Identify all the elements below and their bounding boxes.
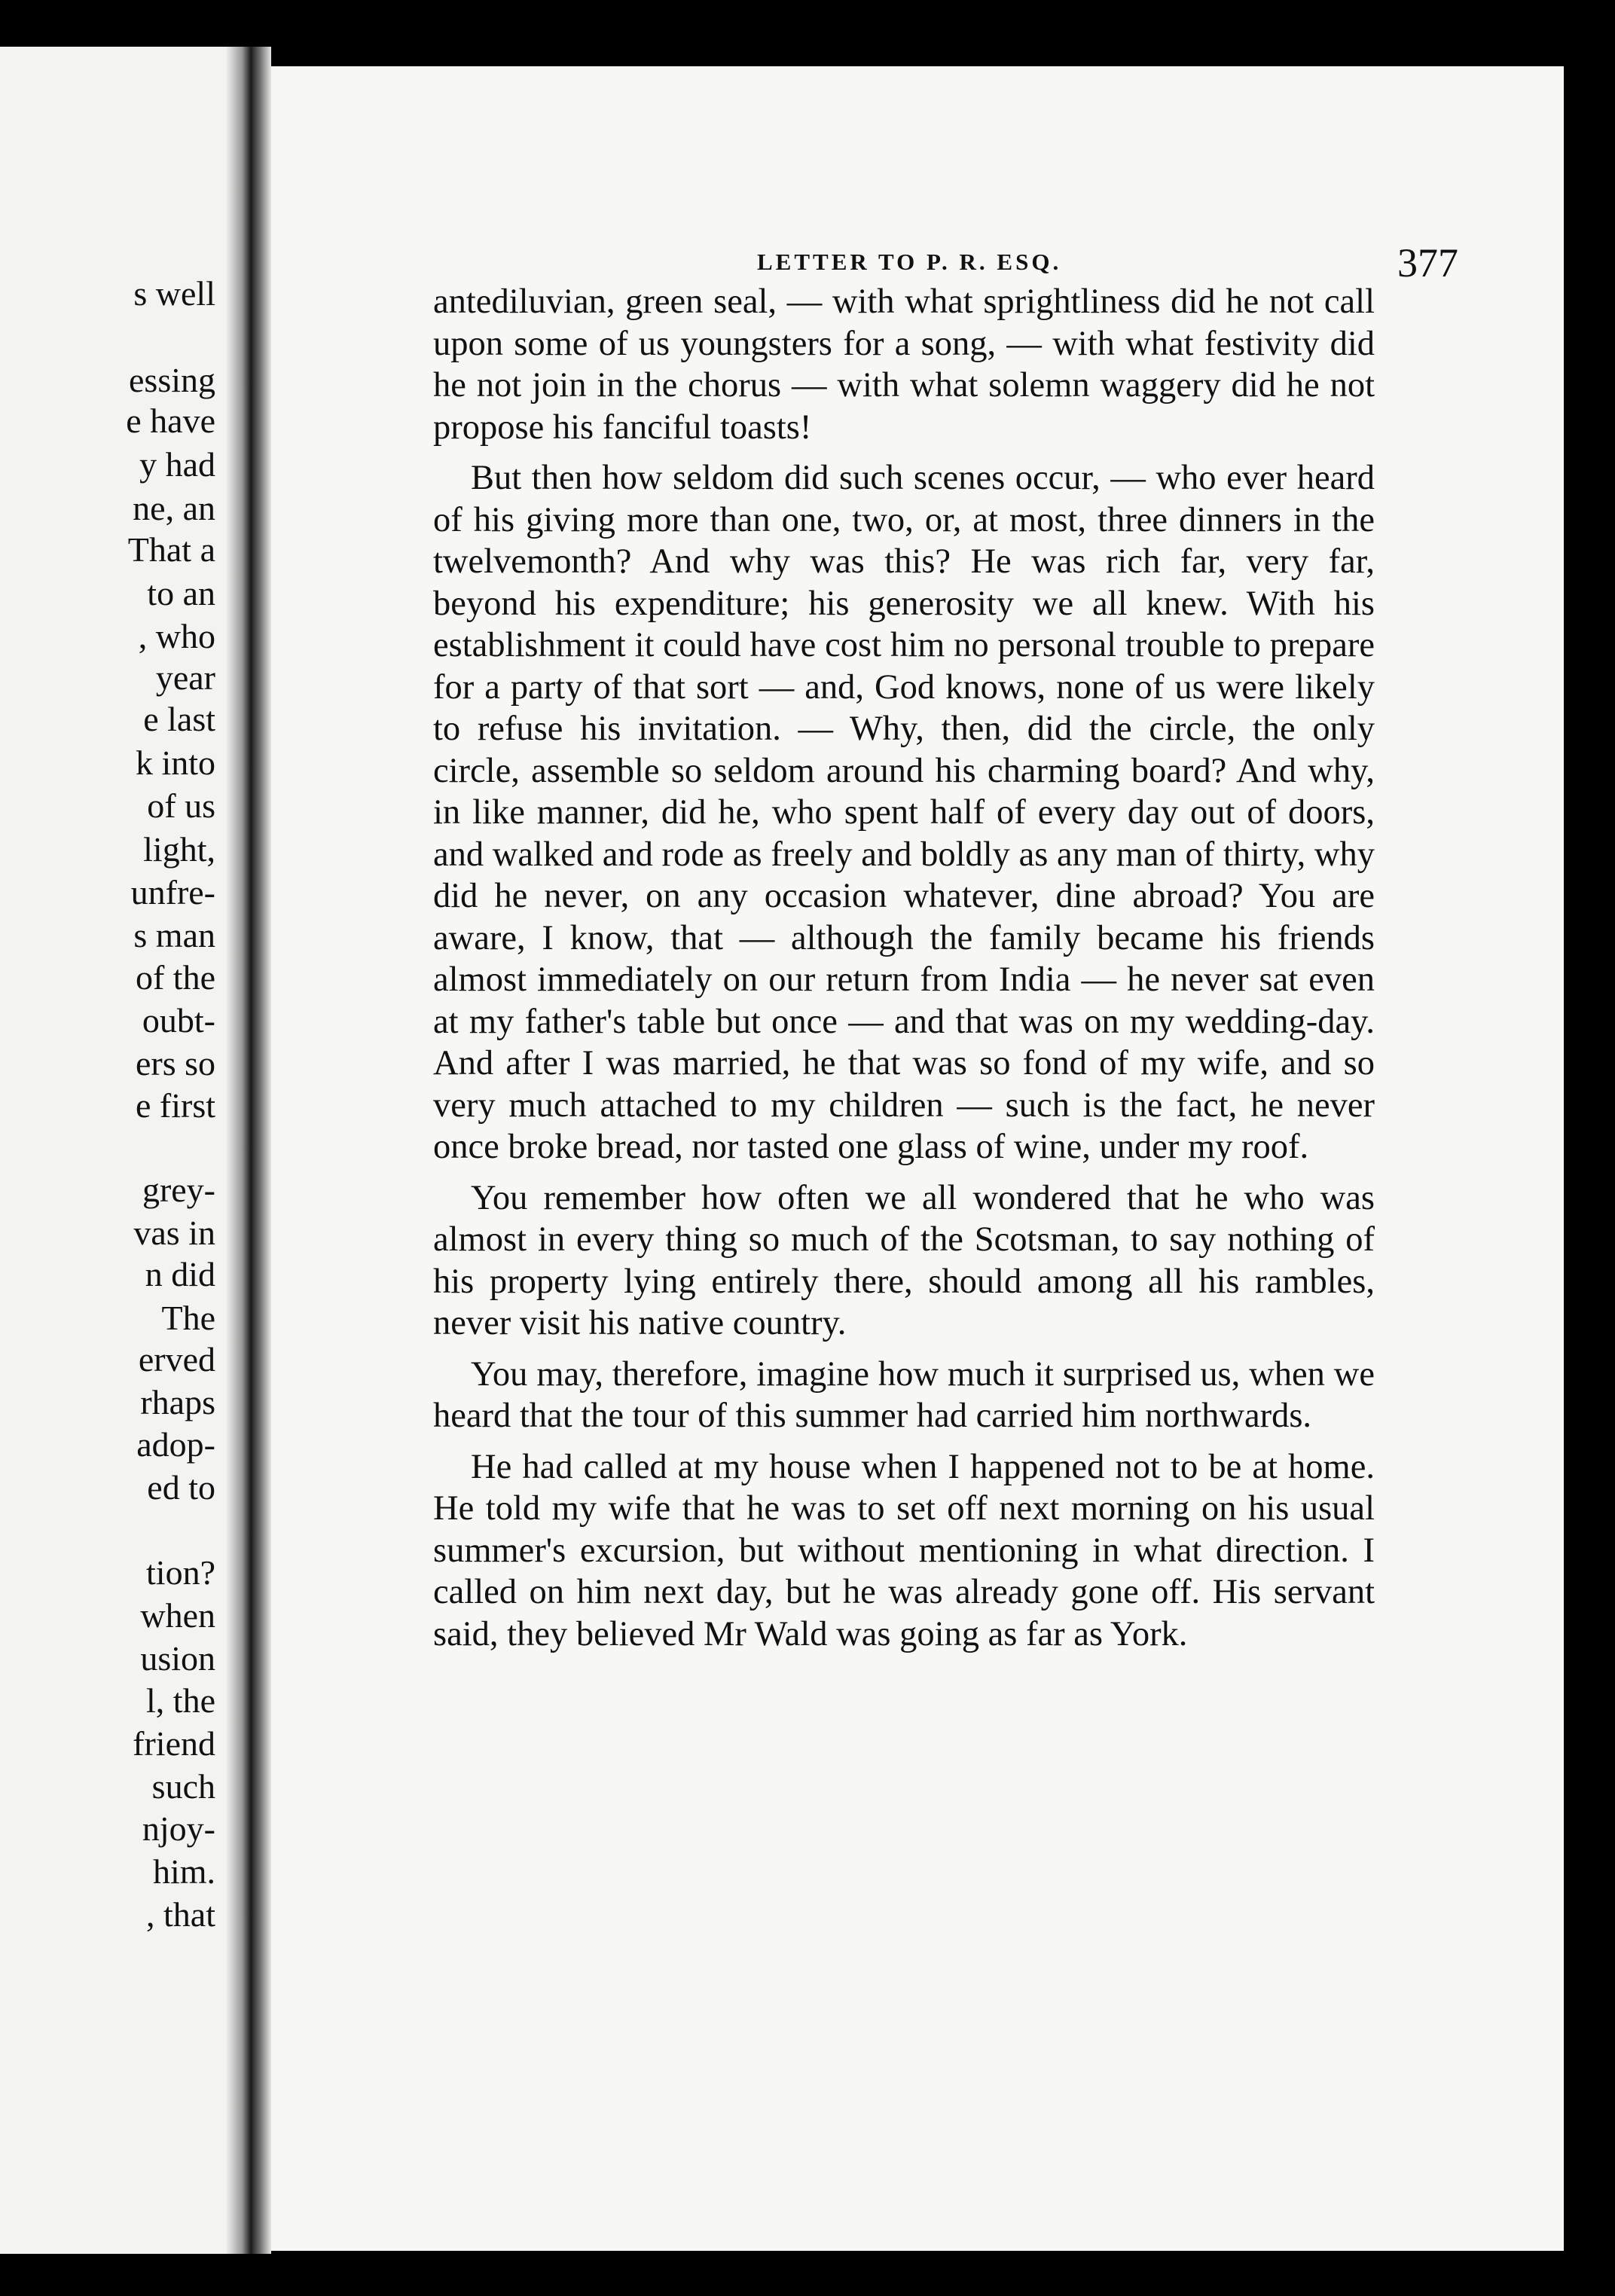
left-page-line: light, (143, 830, 215, 869)
left-page-line: friend (133, 1724, 215, 1763)
left-page-line: k into (135, 743, 215, 782)
left-page-line: e first (135, 1086, 215, 1125)
left-page-line: e last (143, 700, 215, 738)
left-page-line: njoy- (142, 1809, 215, 1848)
left-page-line: erved (138, 1340, 215, 1379)
book-page (271, 66, 1564, 2251)
left-page-line: of the (135, 958, 215, 997)
left-page-line: year (155, 658, 215, 697)
left-page-line: such (151, 1767, 215, 1806)
left-page-line: ed to (147, 1468, 215, 1507)
page-number: 377 (1397, 240, 1458, 285)
left-page-line: to an (147, 574, 215, 612)
left-page-line: ne, an (133, 489, 215, 527)
left-page-line: usion (140, 1639, 215, 1678)
left-page-line: adop- (136, 1425, 215, 1464)
left-page-line: s well (133, 274, 215, 313)
left-page-line: tion? (146, 1553, 215, 1592)
paragraph: You remember how often we all wondered that he who was almost in every thing so much of the Scotsman, to say nothing of his property lying entirely there, should among all his rambles, never visit his native country. (433, 1178, 1375, 1342)
left-page-line: unfre- (130, 873, 215, 911)
left-page-line: The (161, 1299, 215, 1337)
left-page-line: n did (145, 1255, 215, 1293)
paragraph: But then how seldom did such scenes occur, — who ever heard of his giving more than one, two, or, at most, three dinners in the twelvemonth? And why was this? He was rich far, very far, beyond his expenditure; his generosity we all knew. With his establishment it could have cost him no personal trouble to prepare for a party of that sort — and, God knows, none of us were likely to refuse his invitation. — Why, then, did the circle, the only circle, assemble so seldom around his charming board? And why, in like manner, did he, who spent half of every day out of doors, and walked and rode as freely and boldly as any man of thirty, why did he never, on any occasion whatever, dine abroad? You are aware, I know, that — although the family became his friends almost immediately on our return from India — he never sat even at my father's table but once — and that was on my wedding-day. And after I was married, he that was so fond of my wife, and so very much attached to my children — such is the fact, he never once broke bread, nor tasted one glass of wine, under my roof. (433, 459, 1375, 1166)
left-page-line: That a (127, 530, 215, 569)
left-page-line: , that (146, 1895, 215, 1934)
page-body (433, 281, 1375, 1655)
left-page-line: rhaps (140, 1383, 215, 1421)
left-page-line: s man (133, 916, 215, 954)
paragraph: You may, therefore, imagine how much it surprised us, when we heard that the tour of this summer had carried him northwards. (433, 1354, 1375, 1435)
left-page-line: when (140, 1596, 215, 1635)
book-gutter (226, 47, 271, 2254)
left-page-line: grey- (142, 1171, 215, 1209)
previous-page-fragment (0, 47, 226, 2254)
left-page-line: him. (152, 1852, 215, 1891)
paragraph: antediluvian, green seal, — with what sprightliness did he not call upon some of us youngsters for a song, — with what festivity did he not join in the chorus — with what solemn waggery did he not propose his fanciful toasts! (433, 282, 1375, 447)
paragraph: He had called at my house when I happened not to be at home. He told my wife that he was to set off next morning on his usual summer's excursion, but without mentioning in what direction. I called on him next day, but he was already gone off. His servant said, they believed Mr Wald was going as far as York. (433, 1447, 1375, 1653)
left-page-line: e have (126, 401, 215, 440)
left-page-line: essing (129, 361, 215, 399)
left-page-line: y had (139, 445, 215, 484)
left-page-line: oubt- (142, 1001, 215, 1040)
left-page-line: of us (147, 786, 215, 825)
left-page-line: ers so (135, 1044, 215, 1082)
left-page-line: l, the (146, 1681, 215, 1720)
left-page-line: vas in (133, 1214, 215, 1252)
left-page-line: , who (138, 617, 215, 655)
running-head: LETTER TO P. R. ESQ. (757, 249, 1062, 275)
